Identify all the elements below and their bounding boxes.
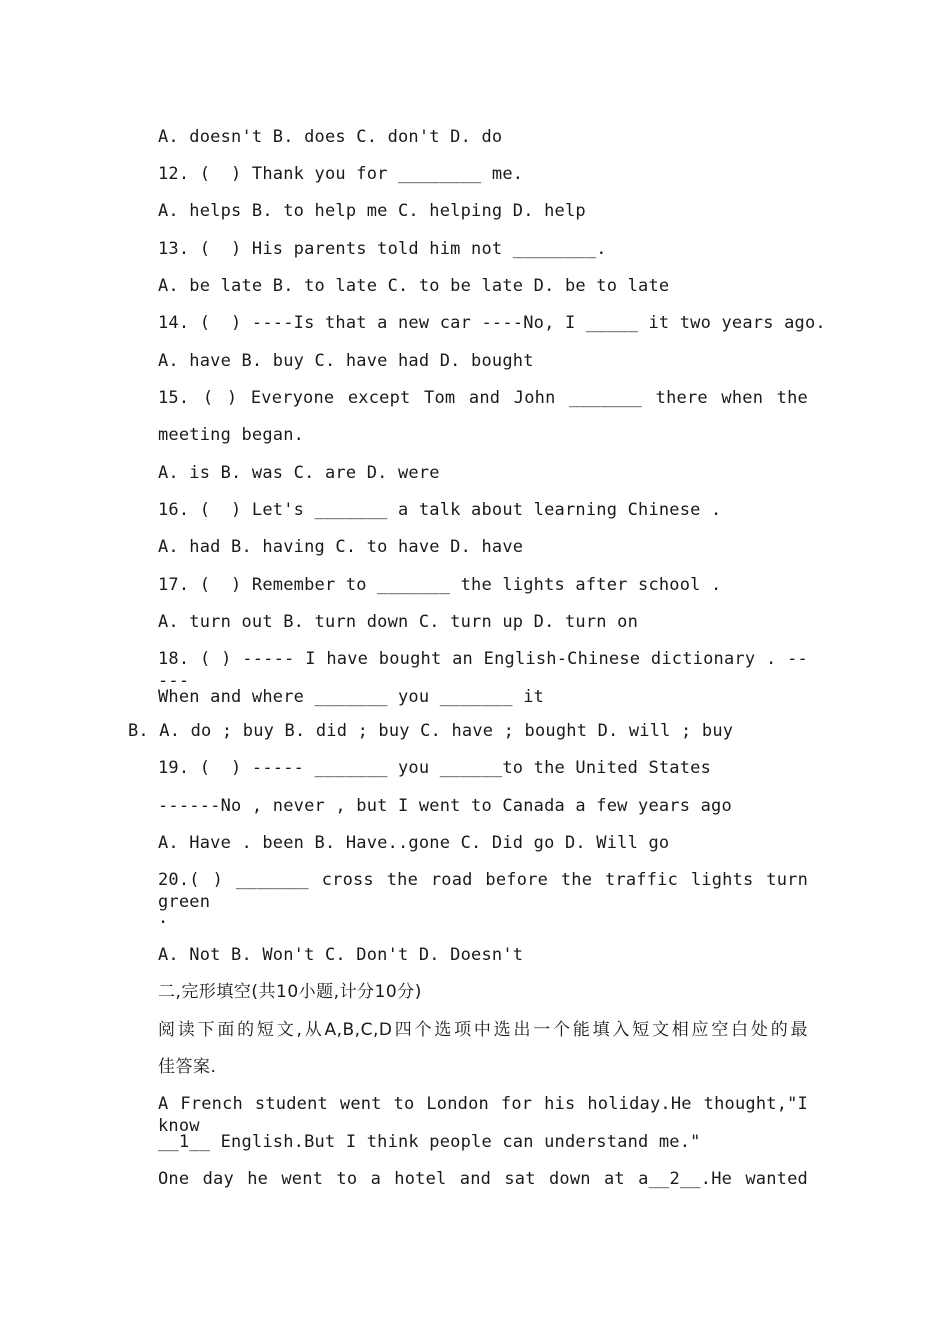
q20-options: A. Not B. Won't C. Don't D. Doesn't <box>158 945 524 965</box>
q17-options: A. turn out B. turn down C. turn up D. turn on <box>158 612 639 632</box>
q18-options: B. A. do ; buy B. did ; buy C. have ; bought D. will ; buy <box>128 721 734 741</box>
section-heading: 二,完形填空(共10小题,计分10分) <box>158 982 422 1002</box>
q18-question: 18. ( ) ----- I have bought an English-Chinese dictionary . ----- <box>158 649 808 691</box>
q12-question: 12. ( ) Thank you for ________ me. <box>158 164 524 184</box>
q20-question-cont: . <box>158 908 169 928</box>
passage-line-2: __1__ English.But I think people can understand me." <box>158 1132 701 1152</box>
passage-line-1: A French student went to London for his holiday.He thought,"I know <box>158 1094 808 1136</box>
q16-question: 16. ( ) Let's _______ a talk about learning Chinese . <box>158 500 722 520</box>
q18-question-cont: When and where _______ you _______ it <box>158 687 545 707</box>
q11-options: A. doesn't B. does C. don't D. do <box>158 127 503 147</box>
q15-question: 15. ( ) Everyone except Tom and John _______ there when the <box>158 388 808 408</box>
q14-options: A. have B. buy C. have had D. bought <box>158 351 534 371</box>
q17-question: 17. ( ) Remember to _______ the lights after school . <box>158 575 722 595</box>
q16-options: A. had B. having C. to have D. have <box>158 537 524 557</box>
q19-question: 19. ( ) ----- _______ you ______to the United States <box>158 758 712 778</box>
q13-options: A. be late B. to late C. to be late D. be to late <box>158 276 670 296</box>
q20-question: 20.( ) _______ cross the road before the traffic lights turn green <box>158 870 808 912</box>
q12-options: A. helps B. to help me C. helping D. help <box>158 201 586 221</box>
q19-question-cont: ------No , never , but I went to Canada a few years ago <box>158 796 732 816</box>
q13-question: 13. ( ) His parents told him not ________. <box>158 239 607 259</box>
section-instructions: 阅读下面的短文,从A,B,C,D四个选项中选出一个能填入短文相应空白处的最 <box>158 1020 808 1040</box>
q15-options: A. is B. was C. are D. were <box>158 463 440 483</box>
q14-question: 14. ( ) ----Is that a new car ----No, I _____ it two years ago. <box>158 313 826 333</box>
q15-question-cont: meeting began. <box>158 425 305 445</box>
passage-line-3: One day he went to a hotel and sat down at a__2__.He wanted <box>158 1169 808 1189</box>
q19-options: A. Have . been B. Have..gone C. Did go D. Will go <box>158 833 670 853</box>
section-instructions-cont: 佳答案. <box>158 1057 217 1077</box>
